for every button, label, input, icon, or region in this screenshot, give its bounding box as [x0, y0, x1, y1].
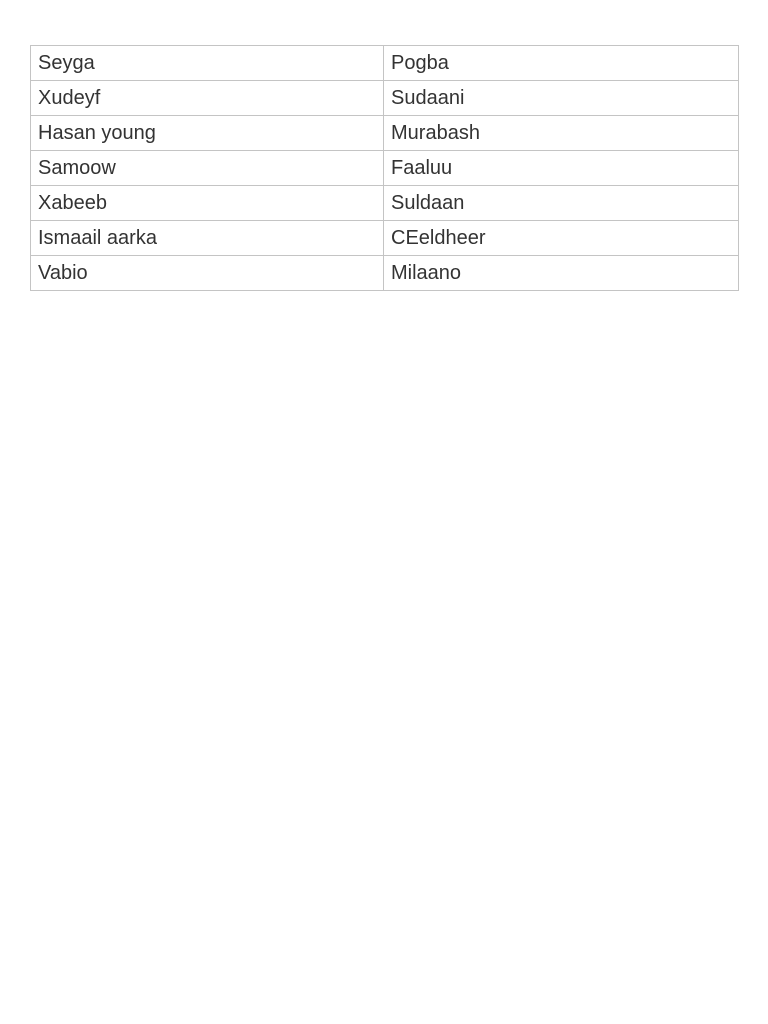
table-cell: Suldaan	[384, 186, 739, 221]
table-cell: Seyga	[31, 46, 384, 81]
table-cell: Samoow	[31, 151, 384, 186]
table-row	[31, 186, 739, 221]
table-row	[31, 81, 739, 116]
table-cell: Faaluu	[384, 151, 739, 186]
table-cell: Vabio	[31, 256, 384, 291]
table-row	[31, 116, 739, 151]
table-cell: Xabeeb	[31, 186, 384, 221]
table-cell: Ismaail aarka	[31, 221, 384, 256]
table-cell: Pogba	[384, 46, 739, 81]
table-row	[31, 151, 739, 186]
table-cell: Xudeyf	[31, 81, 384, 116]
table-cell: Hasan young	[31, 116, 384, 151]
table-cell: Milaano	[384, 256, 739, 291]
table-row	[31, 256, 739, 291]
table-row	[31, 46, 739, 81]
table-cell: Sudaani	[384, 81, 739, 116]
document-page	[30, 45, 738, 291]
table-cell: CEeldheer	[384, 221, 739, 256]
table-cell: Murabash	[384, 116, 739, 151]
names-table	[30, 45, 739, 291]
table-row	[31, 221, 739, 256]
